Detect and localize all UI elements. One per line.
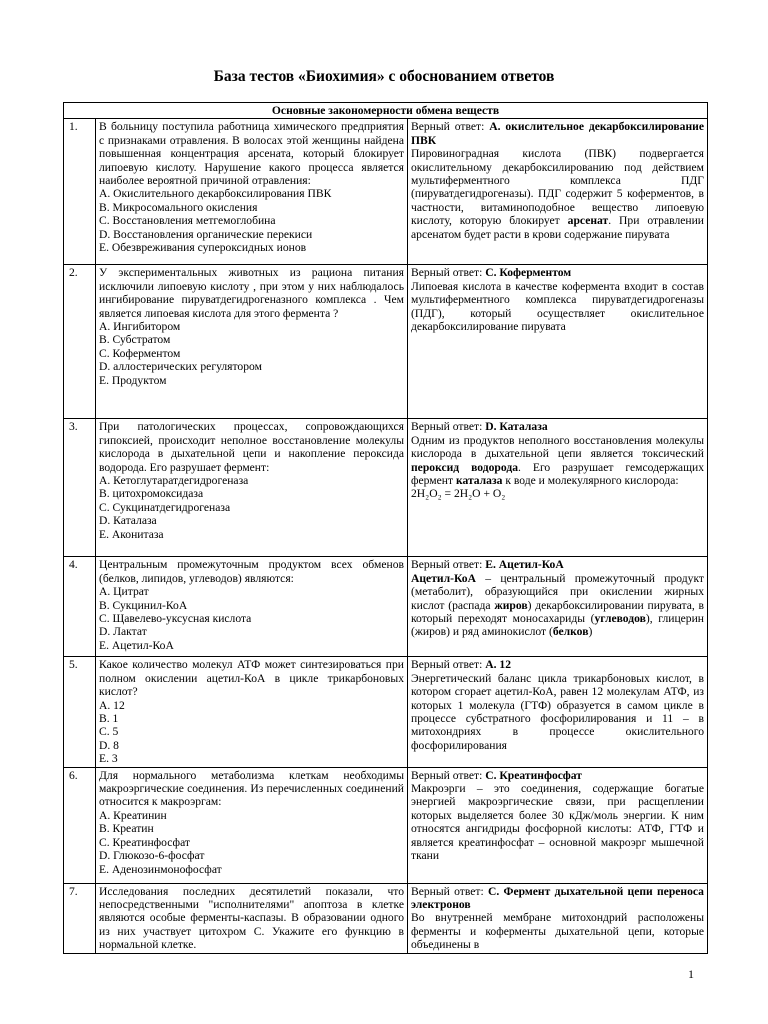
page-number: 1 <box>688 967 694 981</box>
correct-answer-prefix: Верный ответ: <box>411 884 488 898</box>
explanation-fragment: Пировиноградная кислота (ПВК) подвергается окислительному декарбоксилированию под действием мультиферментного комплекса ПДГ (пируватдегидрогеназы). ПДГ содержит 5 коферментов, в частности, витаминоподобное вещество липоевую кислоту, которую блокирует <box>411 147 704 228</box>
explanation-emphasis: углеводов <box>594 612 646 626</box>
explanation-fragment: Энергетический баланс цикла трикарбоновых кислот, в котором сгорает ацетил-КоА, равен 12 молекулам АТФ, из которых 1 молекула (ГТФ) образуется в самом цикле в процессе субстратного фосфорилирования и 11 – в митохондриях в процессе окислительного фосфорилирования <box>411 671 704 752</box>
question-number: 3. <box>64 419 96 557</box>
answer-option: D. Лактат <box>99 625 147 639</box>
answer-option: Е. 3 <box>99 752 118 766</box>
correct-answer-label: С. Коферментом <box>485 266 572 280</box>
section-header: Основные закономерности обмена веществ <box>64 103 708 119</box>
answer-option: А. Окислительного декарбоксилирования ПВК <box>99 187 332 201</box>
answer-option: А. Цитрат <box>99 585 149 599</box>
correct-answer-prefix: Верный ответ: <box>411 658 486 672</box>
question-row <box>64 557 708 657</box>
answer-cell <box>408 265 708 419</box>
answer-cell <box>408 883 708 953</box>
answer-cell <box>408 767 708 883</box>
explanation-text <box>411 782 704 862</box>
answer-option: А. 12 <box>99 698 125 712</box>
correct-answer-label: D. Каталаза <box>485 420 548 434</box>
explanation-fragment: Во внутренней мембране митохондрий расположены ферменты и коферменты дыхательной цепи, которые объединены в <box>411 911 704 952</box>
question-row <box>64 883 708 953</box>
explanation-fragment: ), глицерин (жиров) и ряд аминокислот ( <box>411 612 704 639</box>
question-cell <box>96 557 408 657</box>
answer-option: С. Восстановления метгемоглобина <box>99 214 276 228</box>
answer-option: Е. Аконитаза <box>99 527 164 541</box>
answer-option: Е. Аденозинмонофосфат <box>99 862 222 876</box>
question-row <box>64 657 708 767</box>
answer-option: С. Сукцинатдегидрогеназа <box>99 500 231 514</box>
answer-option: А. Креатинин <box>99 808 167 822</box>
correct-answer-prefix: Верный ответ: <box>411 266 486 280</box>
answer-option: В. цитохромоксидаза <box>99 487 204 501</box>
explanation-emphasis: пероксид водорода <box>411 460 518 474</box>
answer-option: В. 1 <box>99 712 119 726</box>
correct-answer <box>411 420 704 433</box>
explanation-text <box>411 434 704 488</box>
answer-option: В. Креатин <box>99 822 154 836</box>
question-text: Какое количество молекул АТФ может синтезироваться при полном окислении ацетил-КоА в цикле трикарбоновых кислот? <box>99 658 404 699</box>
explanation-fragment: Липоевая кислота в качестве кофермента входит в состав мультиферментного комплекса пируватдегидрогеназы (ПДГ), который осуществляет окислительное декарбоксилирование пирувата <box>411 279 704 334</box>
correct-answer-label: С. Креатинфосфат <box>485 768 582 782</box>
explanation-emphasis: белков <box>552 625 589 639</box>
correct-answer-label: Е. Ацетил-КоА <box>485 558 564 572</box>
question-row <box>64 419 708 557</box>
answer-option: D. 8 <box>99 738 119 752</box>
answer-option: Е. Продуктом <box>99 373 167 387</box>
answer-option: С. Креатинфосфат <box>99 835 190 849</box>
correct-answer-prefix: Верный ответ: <box>411 120 490 134</box>
explanation-text <box>411 147 704 241</box>
explanation-fragment: ) декарбоксилировании пирувата, в который переходят моносахариды ( <box>411 598 704 626</box>
answer-option: D. Восстановления органические перекиси <box>99 227 313 241</box>
question-number: 5. <box>64 657 96 767</box>
question-number: 7. <box>64 883 96 953</box>
answer-option: А. Кетоглутаратдегидрогеназа <box>99 474 249 488</box>
answer-option: С. 5 <box>99 725 119 739</box>
correct-answer-prefix: Верный ответ: <box>411 420 486 434</box>
question-cell <box>96 657 408 767</box>
correct-answer-label: А. окислительное декарбоксилирование ПВК <box>411 120 704 147</box>
question-cell <box>96 419 408 557</box>
explanation-emphasis: каталаза <box>455 474 503 488</box>
answer-option: В. Сукцинил-КоА <box>99 598 188 612</box>
answer-option: С. Щавелево-уксусная кислота <box>99 612 252 626</box>
question-number: 4. <box>64 557 96 657</box>
question-cell <box>96 119 408 265</box>
correct-answer <box>411 885 704 912</box>
answer-option: С. Коферментом <box>99 346 181 360</box>
question-text: В больницу поступила работница химического предприятия с признаками отравления. В волосах этой женщины найдена повышенная концентрация арсената, который блокирует липоевую кислоту. Нарушение какого процесса является наиболее вероятной причиной отравления: <box>99 120 404 188</box>
explanation-text <box>411 572 704 639</box>
correct-answer <box>411 658 704 671</box>
reaction-formula: 2H₂O₂ = 2H₂O + O₂ <box>411 487 506 501</box>
explanation-emphasis: Ацетил-КоА <box>411 571 476 585</box>
answer-option: Е. Ацетил-КоА <box>99 638 174 652</box>
answer-cell <box>408 557 708 657</box>
correct-answer <box>411 558 704 571</box>
questions-table <box>63 102 708 954</box>
explanation-emphasis: арсенат <box>567 214 609 228</box>
explanation-fragment: – центральный промежуточный продукт (метаболит), образующийся при окислении жирных кислот (распада <box>411 571 704 612</box>
explanation-fragment: Макроэрги – это соединения, содержащие богатые энергией макроэргические связи, при расщеплении которых выделяется более 30 кДж/моль энергии. К ним относятся ангидриды фосфорной кислоты: АТФ, ГТФ и является креатинфосфат – основной макроэрг мышечной ткани <box>411 782 704 863</box>
question-text: У экспериментальных животных из рациона питания исключили липоевую кислоту , при этом у них наблюдалось ингибирование пируватдегидрогеназного комплекса . Чем является липоевая кислота для этого фермента ? <box>99 266 404 320</box>
correct-answer <box>411 266 704 279</box>
answer-cell <box>408 657 708 767</box>
answer-cell <box>408 419 708 557</box>
answer-option: D. Глюкозо-6-фосфат <box>99 849 205 863</box>
correct-answer-label: А. 12 <box>485 658 511 672</box>
question-cell <box>96 883 408 953</box>
correct-answer <box>411 769 704 782</box>
correct-answer-prefix: Верный ответ: <box>411 768 486 782</box>
answer-option: В. Микросомального окисления <box>99 200 258 214</box>
question-number: 1. <box>64 119 96 265</box>
answer-option: А. Ингибитором <box>99 320 181 334</box>
correct-answer-prefix: Верный ответ: <box>411 558 486 572</box>
question-number: 6. <box>64 767 96 883</box>
explanation-fragment: . Его разрушает гемсодержащих фермент <box>411 460 704 488</box>
explanation-text <box>411 911 704 951</box>
explanation-fragment: . При отравлении арсенатом будет расти в крови содержание пирувата <box>411 214 704 241</box>
question-number: 2. <box>64 265 96 419</box>
question-text: Для нормального метаболизма клеткам необходимы макроэргические соединения. Из перечисленных соединений относится к макроэргам: <box>99 768 404 809</box>
answer-option: D. аллостерических регулятором <box>99 360 262 374</box>
document-title: База тестов «Биохимия» с обоснованием ответов <box>213 68 555 85</box>
question-text: Центральным промежуточным продуктом всех обменов (белков, липидов, углеводов) являются: <box>99 558 404 585</box>
answer-option: В. Субстратом <box>99 333 171 347</box>
question-row <box>64 767 708 883</box>
explanation-fragment: к воде и молекулярного кислорода: <box>502 474 679 488</box>
explanation-text <box>411 672 704 752</box>
correct-answer-label: С. Фермент дыхательной цепи переноса электронов <box>411 884 704 912</box>
explanation-emphasis: жиров <box>494 598 528 612</box>
answer-cell <box>408 119 708 265</box>
explanation-fragment: ) <box>588 625 593 639</box>
answer-option: Е. Обезвреживания супероксидных ионов <box>99 241 307 255</box>
question-row <box>64 265 708 419</box>
question-row <box>64 119 708 265</box>
explanation-text <box>411 280 704 334</box>
question-text: При патологических процессах, сопровождающихся гипоксией, происходит неполное восстановление молекулы кислорода в дыхательной цепи и накопление пероксида водорода. Его разрушает фермент: <box>99 420 404 474</box>
question-cell <box>96 767 408 883</box>
correct-answer <box>411 120 704 147</box>
question-cell <box>96 265 408 419</box>
question-text: Исследования последних десятилетий показали, что непосредственными "исполнителями" апоптоза в клетке являются особые ферменты-каспазы. В образовании одного из них участвует цитохром С. Укажите его функцию в нормальной клетке. <box>99 884 404 952</box>
explanation-fragment: Одним из продуктов неполного восстановления молекулы кислорода в дыхательной цепи является токсический <box>411 433 704 461</box>
section-header-row <box>64 103 708 119</box>
answer-option: D. Каталаза <box>99 514 157 528</box>
